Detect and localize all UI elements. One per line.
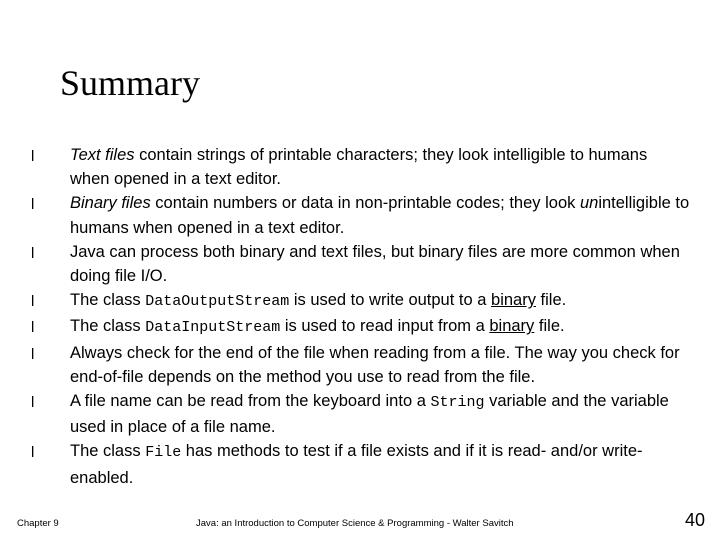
bullet-text: A file name can be read from the keyboard into a [70,392,431,411]
bullet-marker: l [31,319,35,337]
bullet-item [30,288,690,314]
code-class-name: File [145,444,182,462]
underlined-word: binary [491,291,536,310]
bullet-item [30,439,690,489]
bullet-text: contain strings of printable characters; they look intelligible to humans when opened in a text editor. [70,146,648,189]
bullet-marker: l [31,345,35,363]
bullet-marker: l [31,196,35,214]
bullet-text: The class [70,442,146,461]
bullet-text: The class [70,291,146,310]
bullet-marker: l [31,293,35,311]
footer-chapter: Chapter 9 [17,518,59,529]
bullet-item [30,191,690,239]
bullet-item [30,314,690,340]
bullet-text: The class [70,317,146,336]
bullet-text: variable and the variable used in place of a file name. [70,392,669,437]
bullet-text: file. [534,317,565,336]
bullet-list [30,143,690,490]
emphasis-un: un [579,194,599,213]
bullet-marker: l [31,148,35,165]
bullet-marker: l [31,444,35,462]
bullet-item [30,143,690,191]
bullet-item [30,341,690,389]
bullet-marker: l [31,394,35,412]
bullet-text: is used to write output to a [289,291,492,310]
bullet-text: is used to read input from a [280,317,490,336]
code-class-name: DataOutputStream [145,293,290,311]
bullet-text: Java can process both binary and text files, but binary files are more common when doing file I/O. [70,242,680,286]
slide-title: Summary [60,63,200,103]
bullet-marker: l [31,244,35,262]
code-class-name: DataInputStream [145,319,281,337]
bullet-text: file. [535,291,567,310]
page-number: 40 [684,510,705,530]
code-class-name: String [430,394,485,412]
bullet-text: has methods to test if a file exists and if it is read- and/or write-enabled. [70,442,643,487]
bullet-item [30,240,690,288]
term-text-files: Text files [70,146,135,164]
bullet-text: intelligible to humans when opened in a text editor. [70,194,690,237]
term-binary-files: Binary files [70,194,151,213]
footer-book-title: Java: an Introduction to Computer Science & Programming - Walter Savitch [196,518,514,529]
bullet-text: contain numbers or data in non-printable codes; they look [150,194,580,213]
bullet-text: Always check for the end of the file when reading from a file. The way you check for end-of-file depends on the method you use to read from the file. [70,343,680,386]
bullet-item [30,389,690,439]
underlined-word: binary [489,317,535,336]
